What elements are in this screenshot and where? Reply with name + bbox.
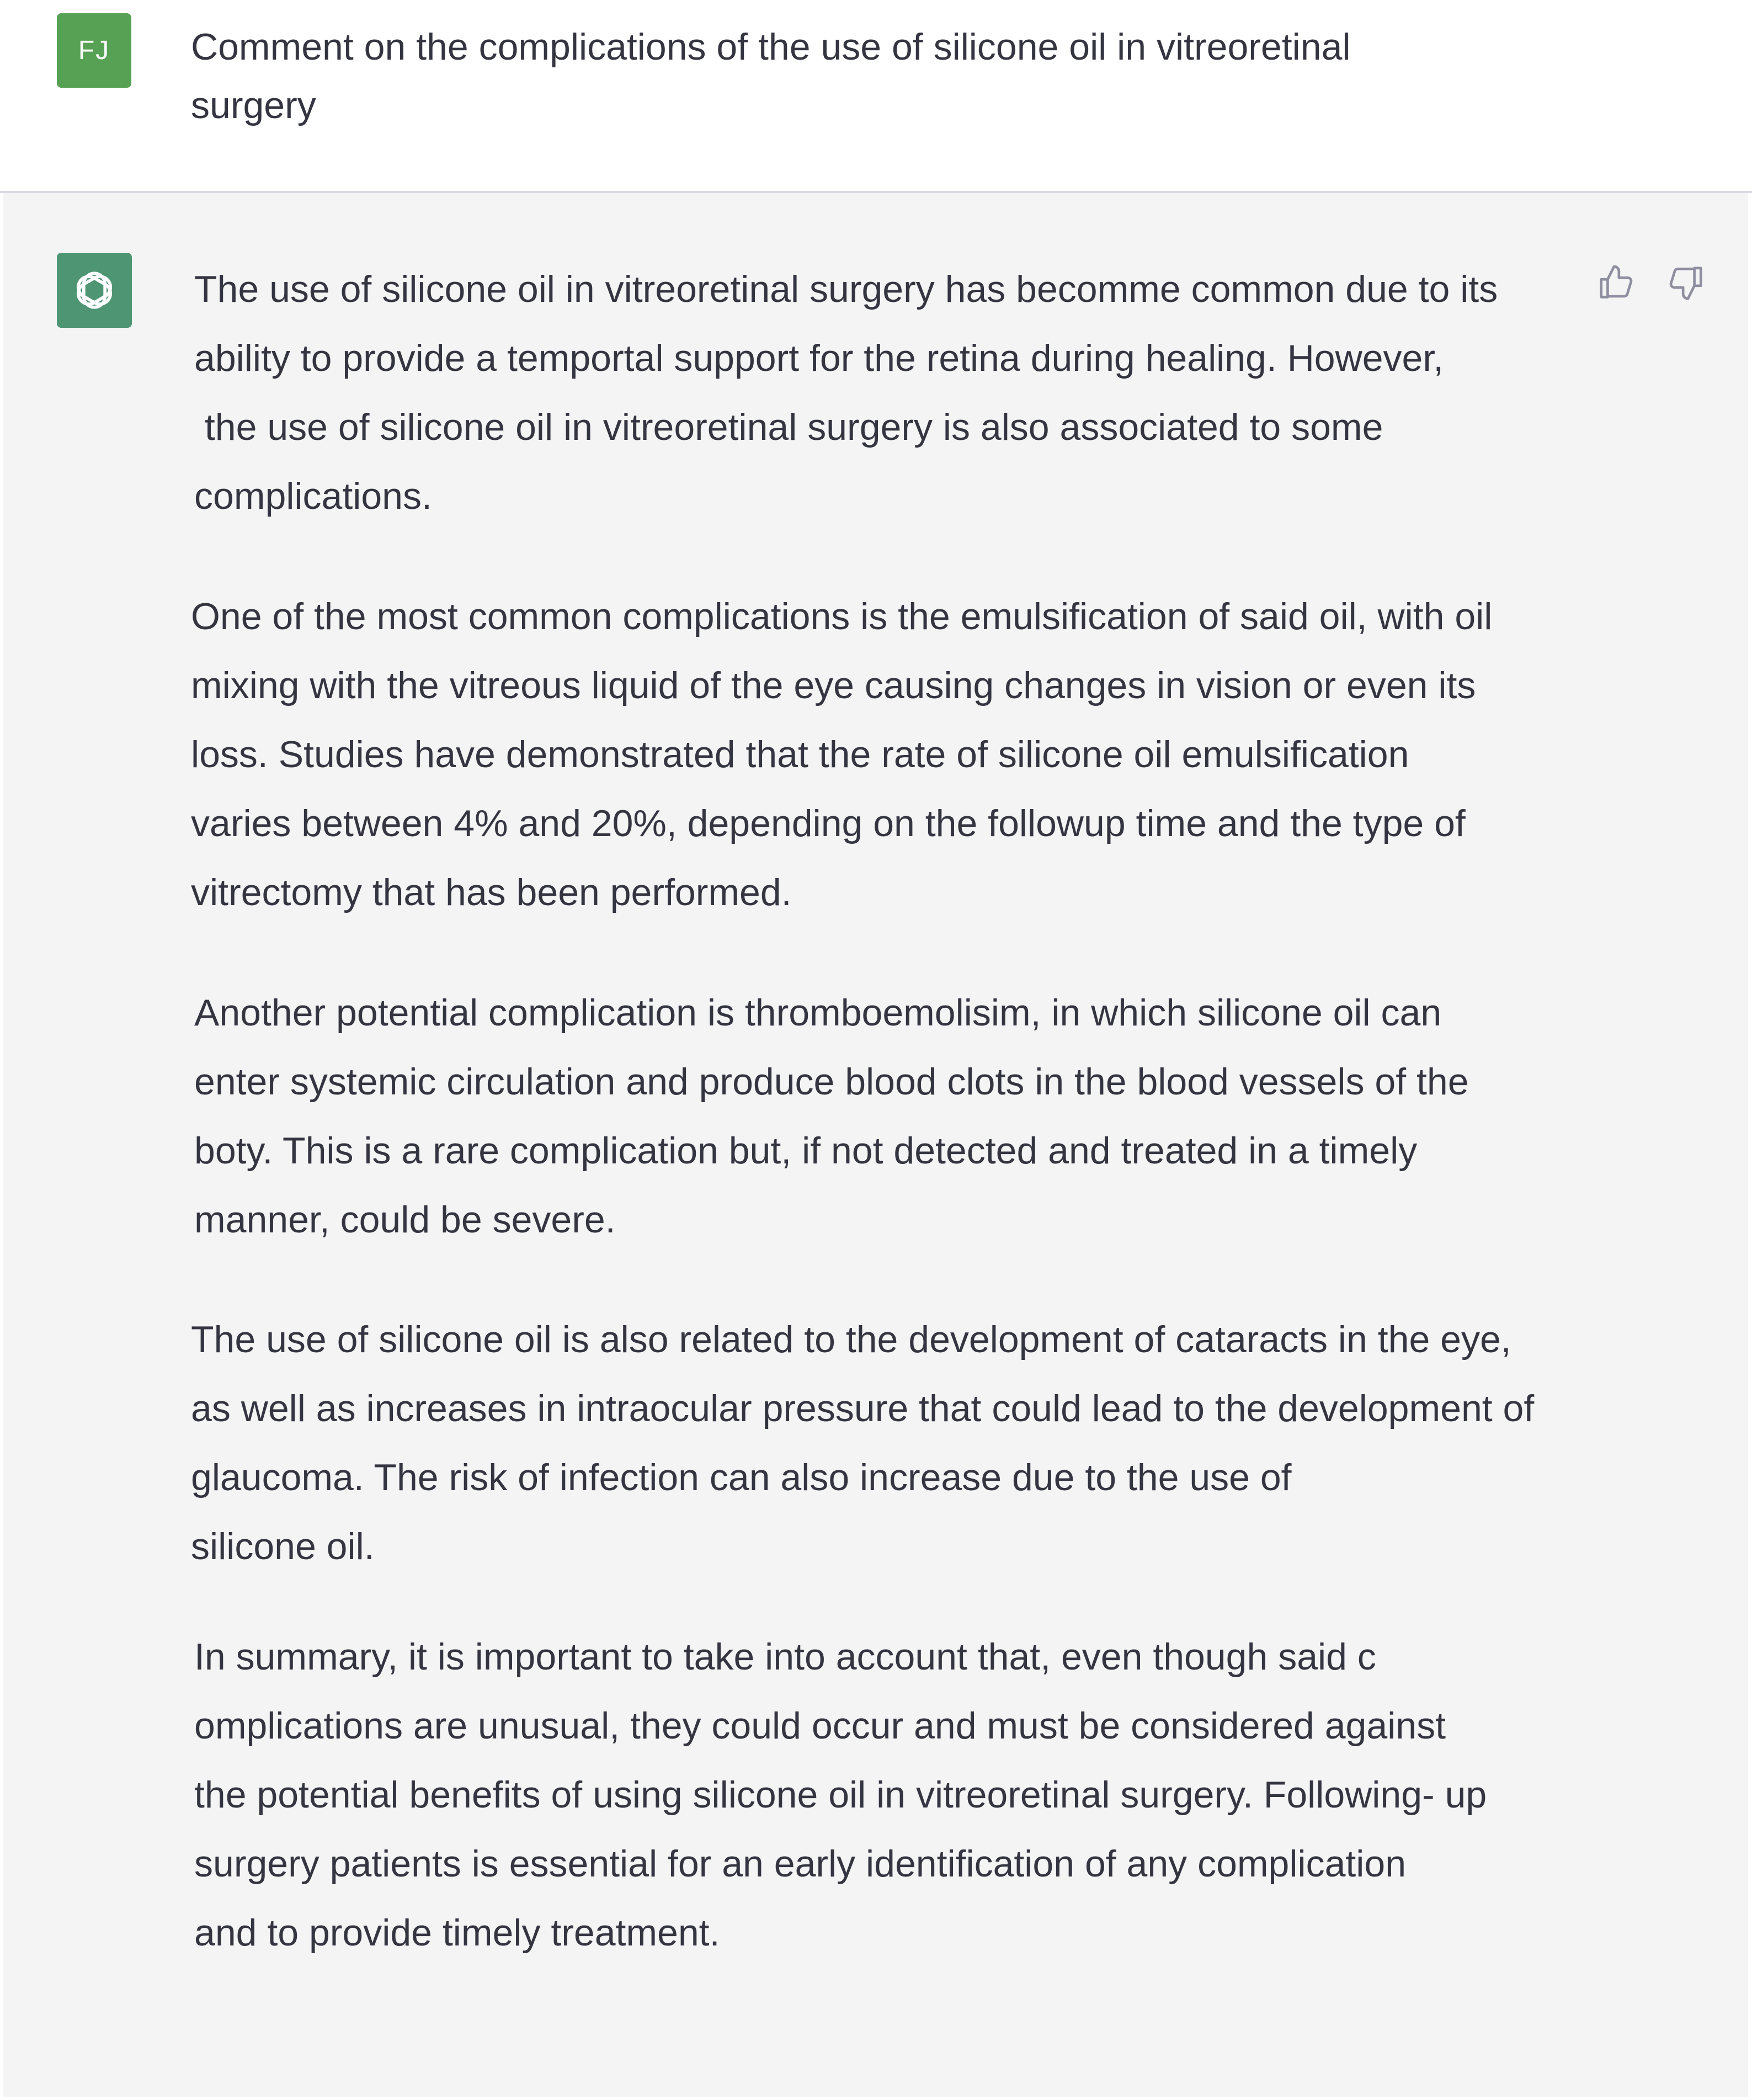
response-line: surgery patients is essential for an early identification of any complication: [194, 1843, 1407, 1885]
response-line: ability to provide a temportal support for the retina during healing. However,: [194, 337, 1444, 379]
response-line: glaucoma. The risk of infection can also increase due to the use of: [191, 1456, 1292, 1498]
response-line: loss. Studies have demonstrated that the rate of silicone oil emulsification: [191, 733, 1409, 775]
response-line: silicone oil.: [191, 1525, 375, 1567]
response-line: In summary, it is important to take into account that, even though said c: [194, 1636, 1376, 1678]
response-paragraph: [191, 582, 1604, 927]
response-line: The use of silicone oil is also related to the development of cataracts in the eye,: [191, 1319, 1511, 1360]
thumbs-down-button[interactable]: [1663, 259, 1710, 306]
response-line: Another potential complication is thromboemolisim, in which silicone oil can: [194, 992, 1442, 1034]
response-paragraph: [191, 1305, 1637, 1581]
response-line: the potential benefits of using silicone oil in vitreoretinal surgery. Following- up: [194, 1774, 1487, 1816]
response-line: manner, could be severe.: [194, 1199, 616, 1241]
assistant-message-row: [3, 193, 1748, 2097]
response-line: varies between 4% and 20%, depending on the followup time and the type of: [191, 802, 1466, 844]
openai-logo-icon: [68, 264, 121, 317]
user-avatar: [57, 13, 131, 88]
response-paragraph: [194, 255, 1607, 531]
response-line: omplications are unusual, they could occur and must be considered against: [194, 1705, 1446, 1747]
response-paragraph: [194, 1623, 1607, 1968]
user-message: [191, 18, 1427, 135]
response-line: vitrectomy that has been performed.: [191, 871, 792, 913]
response-line: and to provide timely treatment.: [194, 1912, 720, 1954]
assistant-avatar: [57, 253, 132, 328]
response-line: complications.: [194, 475, 432, 517]
response-line: The use of silicone oil in vitreoretinal surgery has becomme common due to its: [194, 268, 1498, 310]
thumbs-down-icon: [1667, 263, 1706, 302]
response-line: mixing with the vitreous liquid of the eye causing changes in vision or even its: [191, 664, 1476, 706]
user-initials: FJ: [78, 36, 110, 65]
response-line: enter systemic circulation and produce blood clots in the blood vessels of the: [194, 1061, 1469, 1103]
user-message-row: [0, 0, 1752, 191]
response-line: as well as increases in intraocular pressure that could lead to the development of: [191, 1387, 1535, 1429]
user-message-line: Comment on the complications of the use of silicone oil in vitreoretinal: [191, 26, 1351, 68]
response-paragraph: [194, 979, 1607, 1254]
user-message-line: surgery: [191, 84, 316, 126]
response-line: One of the most common complications is the emulsification of said oil, with oil: [191, 596, 1493, 637]
response-line: the use of silicone oil in vitreoretinal surgery is also associated to some: [194, 406, 1383, 448]
response-line: boty. This is a rare complication but, if not detected and treated in a timely: [194, 1130, 1418, 1172]
